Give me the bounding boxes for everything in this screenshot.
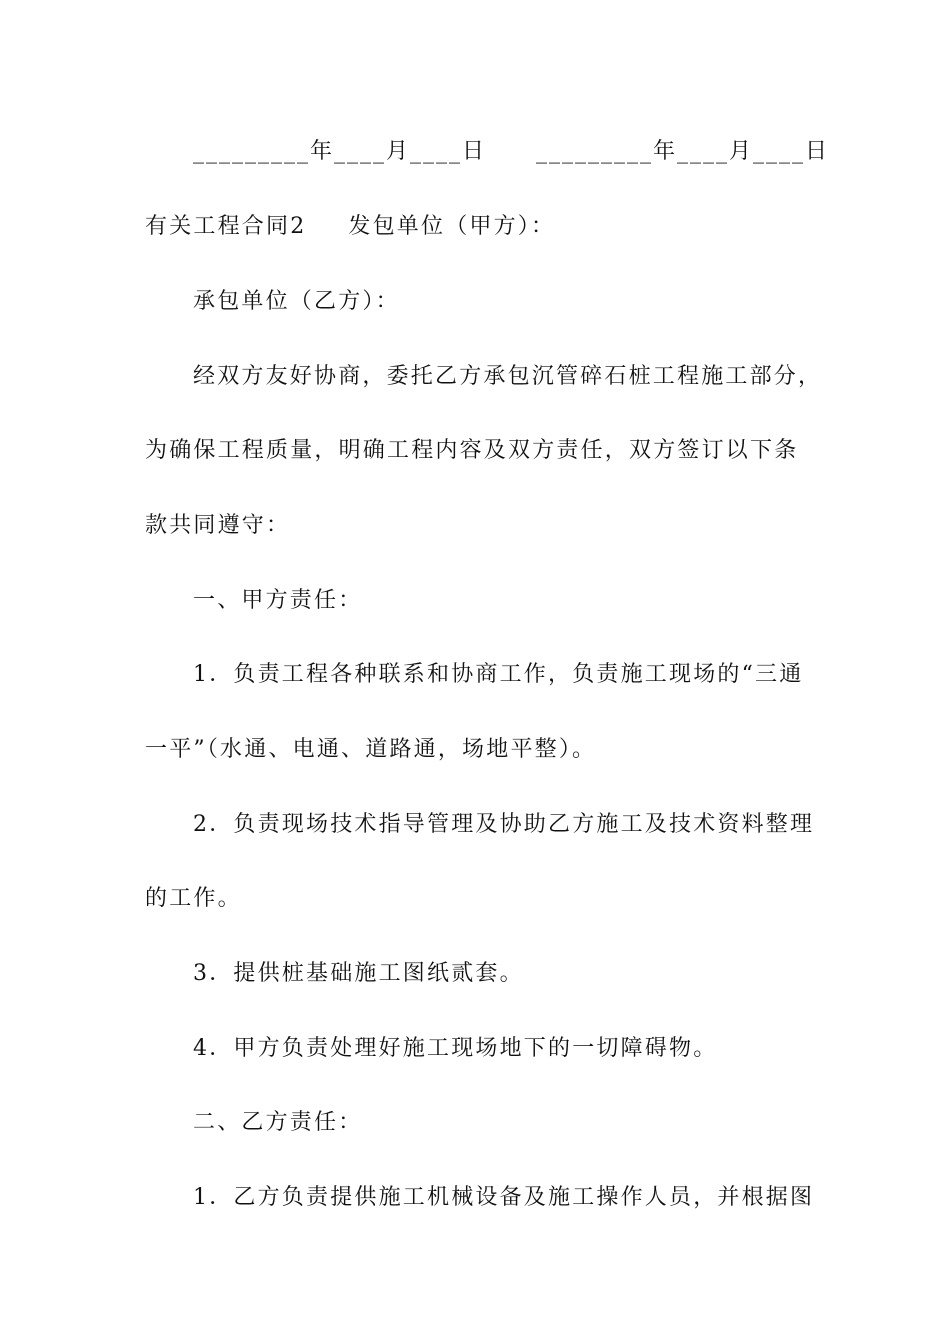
section-2-title: 二、乙方责任： — [193, 1110, 363, 1135]
section-1-item-1-line-1: 1．负责工程各种联系和协商工作，负责施工现场的“三通 — [193, 662, 804, 687]
signature-date-line — [193, 137, 829, 167]
section-1-title: 一、甲方责任： — [193, 588, 363, 613]
section-1-item-1-line-2: 一平”（水通、电通、道路通，场地平整）。 — [145, 737, 597, 762]
date-left: _________年____月____日 — [193, 139, 487, 164]
document-title: 有关工程合同2 — [145, 214, 307, 239]
section-2-item-1: 1．乙方负责提供施工机械设备及施工操作人员，并根据图 — [193, 1185, 815, 1210]
party-a-label: 发包单位（甲方）： — [348, 214, 556, 239]
section-1-item-3: 3．提供桩基础施工图纸贰套。 — [193, 961, 524, 986]
heading-line — [145, 212, 815, 242]
intro-line-1: 经双方友好协商，委托乙方承包沉管碎石桩工程施工部分， — [193, 364, 823, 389]
intro-line-2: 为确保工程质量，明确工程内容及双方责任，双方签订以下条 — [145, 438, 799, 463]
section-1-item-4: 4．甲方负责处理好施工现场地下的一切障碍物。 — [193, 1036, 718, 1061]
section-1-item-2-line-1: 2．负责现场技术指导管理及协助乙方施工及技术资料整理 — [193, 812, 815, 837]
party-b-label: 承包单位（乙方）： — [193, 289, 400, 314]
section-1-item-2-line-2: 的工作。 — [145, 886, 242, 911]
intro-line-3: 款共同遵守： — [145, 513, 291, 538]
date-right: _________年____月____日 — [536, 139, 830, 164]
